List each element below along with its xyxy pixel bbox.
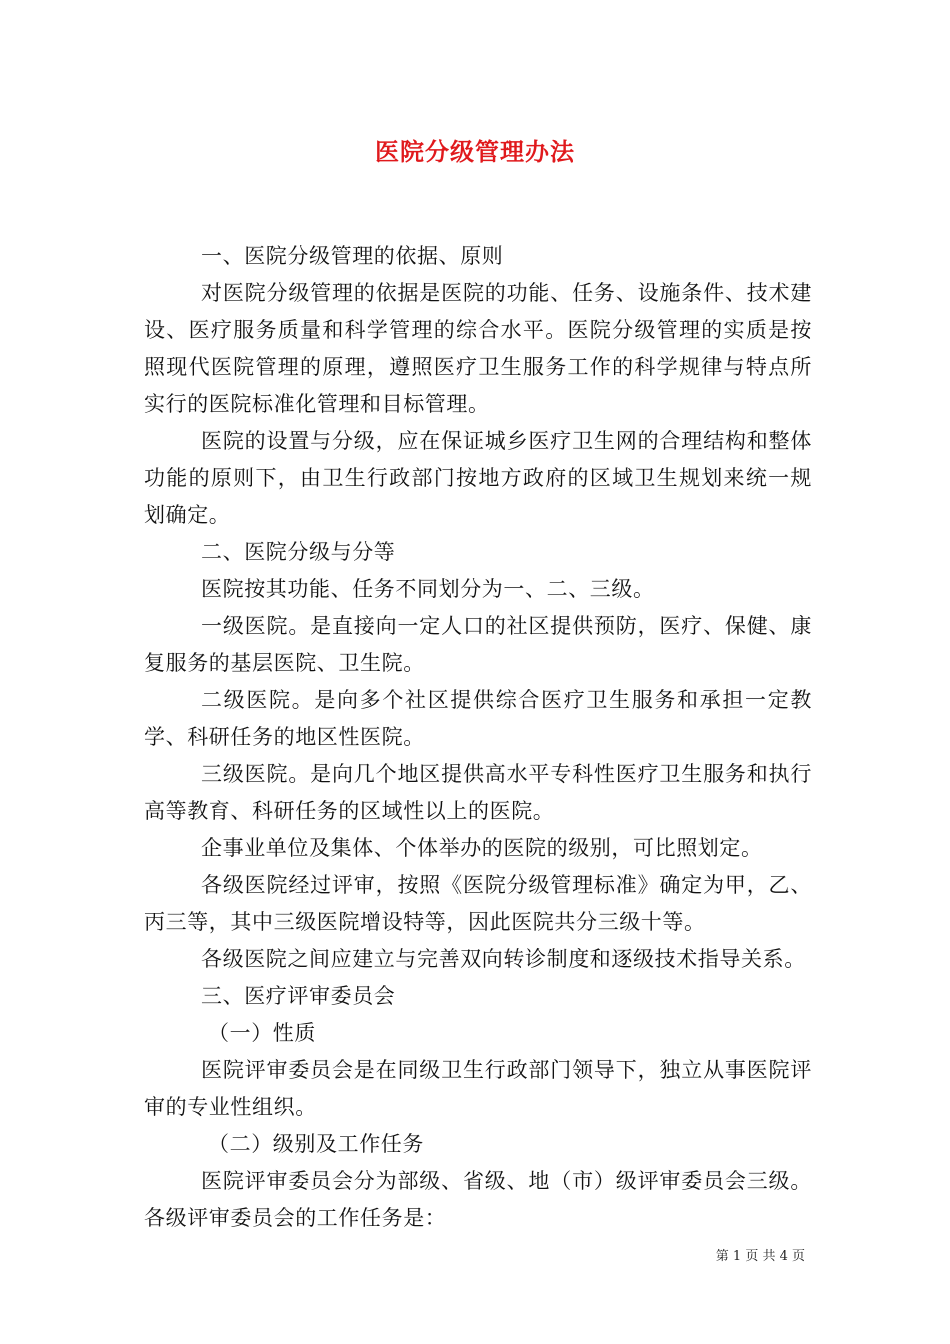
paragraph-enterprise: 企事业单位及集体、个体举办的医院的级别，可比照划定。 bbox=[201, 836, 763, 860]
paragraph-nature: 医院评审委员会是在同级卫生行政部门领导下，独立从事医院评审的专业性组织。 bbox=[144, 1058, 812, 1119]
paragraph-levels: 医院按其功能、任务不同划分为一、二、三级。 bbox=[201, 577, 655, 601]
section-heading-2: 二、医院分级与分等 bbox=[201, 540, 396, 564]
paragraph-level-3: 三级医院。是向几个地区提供高水平专科性医疗卫生服务和执行高等教育、科研任务的区域性以上的医院。 bbox=[144, 762, 812, 823]
subsection-heading-tasks: （二）级别及工作任务 bbox=[208, 1132, 424, 1156]
subsection-heading-nature: （一）性质 bbox=[208, 1021, 316, 1045]
paragraph-level-2: 二级医院。是向多个社区提供综合医疗卫生服务和承担一定教学、科研任务的地区性医院。 bbox=[144, 688, 812, 749]
section-heading-3: 三、医疗评审委员会 bbox=[201, 984, 396, 1008]
document-body bbox=[144, 238, 812, 1237]
paragraph-basis: 对医院分级管理的依据是医院的功能、任务、设施条件、技术建设、医疗服务质量和科学管理的综合水平。医院分级管理的实质是按照现代医院管理的原理，遵照医疗卫生服务工作的科学规律与特点所实行的医院标准化管理和目标管理。 bbox=[144, 281, 812, 416]
paragraph-level-1: 一级医院。是直接向一定人口的社区提供预防，医疗、保健、康复服务的基层医院、卫生院。 bbox=[144, 614, 812, 675]
paragraph-grades: 各级医院经过评审，按照《医院分级管理标准》确定为甲，乙、丙三等，其中三级医院增设特等，因此医院共分三级十等。 bbox=[144, 873, 812, 934]
section-heading-1: 一、医院分级管理的依据、原则 bbox=[201, 244, 504, 268]
paragraph-referral: 各级医院之间应建立与完善双向转诊制度和逐级技术指导关系。 bbox=[201, 947, 806, 971]
paragraph-tasks: 医院评审委员会分为部级、省级、地（市）级评审委员会三级。各级评审委员会的工作任务是： bbox=[144, 1169, 812, 1230]
document-title: 医院分级管理办法 bbox=[375, 137, 575, 166]
page-number-footer: 第 1 页 共 4 页 bbox=[715, 1249, 805, 1264]
paragraph-setup: 医院的设置与分级，应在保证城乡医疗卫生网的合理结构和整体功能的原则下，由卫生行政部门按地方政府的区域卫生规划来统一规划确定。 bbox=[144, 429, 812, 527]
